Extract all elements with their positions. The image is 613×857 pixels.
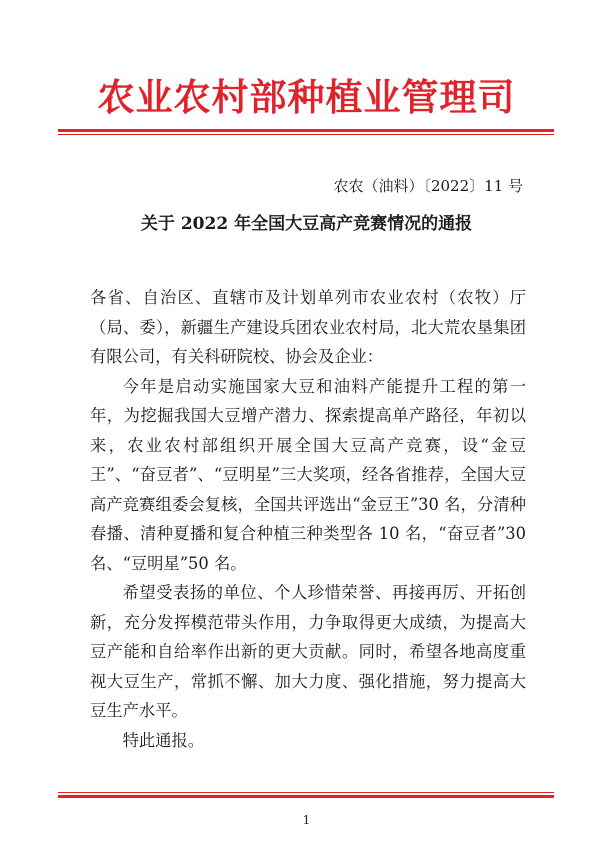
body-paragraph: 今年是启动实施国家大豆和油料产能提升工程的第一年，为挖掘我国大豆增产潜力、探索提高单产路径，年初以来，农业农村部组织开展全国大豆高产竞赛，设“金豆王”、“奋豆者”、“豆明星”三大奖项，经各省推荐，全国大豆高产竞赛组委会复核，全国共评选出“金豆王”30 名，分清种春播、清种夏播和复合种植三种类型各 10 名，“奋豆者”30 名、“豆明星”50 名。: [90, 376, 526, 573]
footer-divider-thick: [58, 795, 554, 798]
footer-divider-thin: [58, 792, 554, 793]
document-body: [90, 283, 526, 755]
document-number: 农农（油料）〔2022〕11 号: [333, 177, 523, 195]
body-paragraph: 希望受表扬的单位、个人珍惜荣誉、再接再厉、开拓创新，充分发挥模范带头作用，力争取得更大成绩，为提高大豆产能和自给率作出新的更大贡献。同时，希望各地高度重视大豆生产，常抓不懈、加大力度、强化措施，努力提高大豆生产水平。: [90, 583, 526, 720]
issuer-masthead: 农业农村部种植业管理司: [97, 75, 516, 119]
document-title: 关于 2022 年全国大豆高产竞赛情况的通报: [140, 214, 473, 234]
closing-line: 特此通报。: [122, 730, 205, 750]
header-divider-thin: [58, 134, 554, 135]
page-number: 1: [302, 813, 311, 827]
salutation: 各省、自治区、直辖市及计划单列市农业农村（农牧）厅（局、委），新疆生产建设兵团农业农村局，北大荒农垦集团有限公司，有关科研院校、协会及企业：: [90, 288, 526, 366]
header-divider-thick: [58, 129, 554, 132]
